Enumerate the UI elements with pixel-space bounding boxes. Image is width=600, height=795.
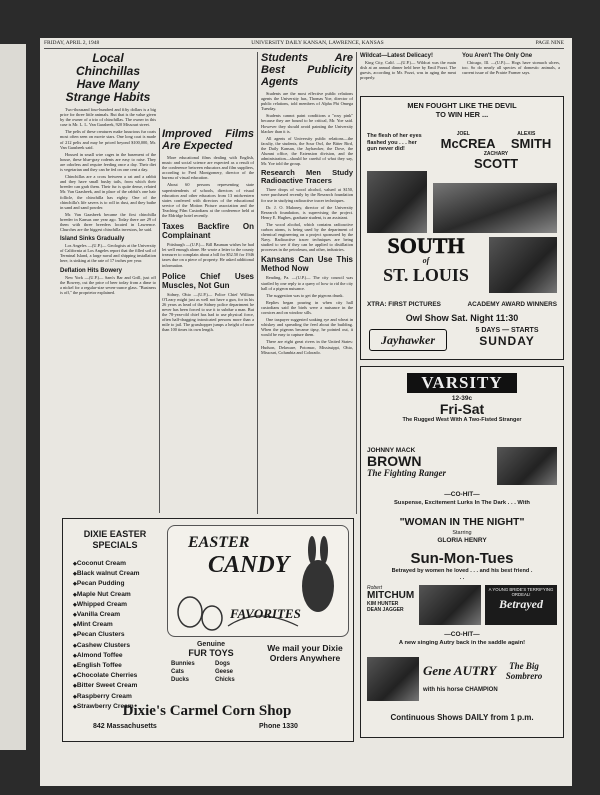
- shop-phone: Phone 1330: [259, 723, 298, 730]
- autry-line: A new singing Autry back in the saddle again!: [398, 640, 526, 646]
- article-paragraph: Students are the most effective public relations agents the University has, Thomas Yoe, director of public relations, told members of Alpha Phi Omega Tuesday.: [261, 91, 353, 112]
- students-headline: Students Are Best Publicity Agents: [261, 52, 353, 88]
- mitchum-photo: [419, 585, 481, 625]
- list-item: ◆ Coconut Cream: [73, 559, 140, 569]
- ad-tease: The flesh of her eyes flashed you . . . her gun never did!: [367, 133, 422, 152]
- list-item: ◆ Strawberry Cream: [73, 702, 140, 712]
- students-article: [261, 52, 353, 514]
- fri-sat: Fri-Sat: [439, 401, 485, 417]
- granada-theater-ad: [360, 96, 564, 360]
- article-paragraph: The pelts of these creatures make luxurious fur coats most often seen on movie stars. One long coat is made of 212 pelts and may be priced beyond $100,000, Mr. Van Gaasbeek said.: [60, 129, 156, 150]
- header-page: PAGE NINE: [535, 40, 564, 46]
- star-last: SCOTT: [473, 156, 519, 171]
- varsity-theater-ad: [360, 366, 564, 738]
- column-rule: [159, 128, 160, 513]
- favorites-word: FAVORITES: [230, 606, 301, 621]
- article-paragraph: Students cannot paint conditions a "rosy pink" because they are bound to be critical, Mr. Yoe said. However they should avoid painting the University blacker than it is.: [261, 113, 353, 134]
- woman-in-the-night: "WOMAN IN THE NIGHT": [399, 516, 525, 528]
- fighting-ranger-billing: [367, 447, 557, 487]
- list-item: ◆ English Toffee: [73, 661, 140, 671]
- article-paragraph: There are eight great rivers in the United States: Hudson, Delaware, Potomac, Mississippi, Ohio, Missouri, Columbia and Colorado.: [261, 339, 353, 355]
- list-item: Chicks: [215, 677, 235, 683]
- star-first: ZACHARY: [483, 151, 509, 157]
- co-hit: —CO-HIT—: [444, 491, 480, 498]
- price: 12-39c: [451, 395, 473, 402]
- police-headline: Police Chief Uses Muscles, Not Gun: [162, 271, 254, 290]
- adjacent-page-edge: [0, 44, 26, 750]
- sun-mon-tues: Sun-Mon-Tues: [410, 550, 514, 567]
- article-paragraph: More educational films dealing with English, music and social science are expected as a result of the conference between educators and film suppliers, according to Fred Montgomery, director of the bureau of visual education.: [162, 155, 254, 181]
- ulcers-headline: You Aren't The Only One: [462, 53, 533, 59]
- betrayed-panel: [485, 585, 557, 625]
- toys-head2: FUR TOYS: [188, 648, 234, 658]
- article-paragraph: Pittsburgh —(U.P.)— Bill Bauman wishes he had let well enough alone. He wrote a letter to the county treasurer to complain about a bill for $52.50 for 1946 taxes due on a piece of property. He asked additional information.: [162, 242, 254, 268]
- film-still: [433, 183, 557, 233]
- tagline-line: TO WIN HER ...: [435, 110, 489, 119]
- chinchilla-article: [60, 52, 156, 512]
- article-paragraph: Los Angeles —(U.P.)— Geologists at the University of California at Los Angeles report that the filled soil of Terminal Island, a large naval and shipping installation here, is sinking at the rate of 17 inches per year.: [60, 243, 156, 264]
- candy-word: CANDY: [208, 552, 290, 578]
- films-article: [162, 128, 254, 513]
- dixie-title: DIXIE EASTER SPECIALS: [83, 529, 147, 550]
- wildcat-article: [360, 52, 456, 92]
- films-headline: Improved Films Are Expected: [162, 128, 254, 152]
- list-item: ◆ Maple Nut Cream: [73, 590, 140, 600]
- title-word: SOUTH: [387, 233, 465, 258]
- article-paragraph: The wood alcohol, which contains radioactive carbon atoms, is being used by the department of chemical engineering on a project sponsored by the Navy. Radioactive tracer techniques are being studied to see if they can be applied to distillation processes in the petroleum, and other, industries.: [261, 221, 353, 253]
- varsity-logo: VARSITY: [407, 373, 517, 393]
- article-paragraph: King City, Calif. —(U.P.)— Wildcat was the main dish at an annual dinner held here by Emil Pozzi. The guests, according to Mr. Pozzi, was in aging the meat properly.: [360, 60, 456, 81]
- column-rule: [257, 52, 258, 514]
- article-paragraph: Sidney, Ohio —(U.P.)— Police Chief William O'Leary might just as well not have a gun, for in his 26 years as head of the Sidney police department he never has been forced to use it to subdue a man. But the 78-year-old chief has had to use physical force, often half-dragging intoxicated persons more than a mile to jail. The grasshopper jumps a height of more than 100 times its own length.: [162, 291, 254, 333]
- ad-tagline: [361, 101, 563, 119]
- shop-name: Dixie's Carmel Corn Shop: [122, 703, 292, 719]
- film-title: The Big Sombrero: [505, 661, 543, 681]
- gene-autry: Gene AUTRY: [423, 663, 497, 678]
- tracers-headline: Research Men Study Radioactive Tracers: [261, 168, 353, 186]
- toys-head: Genuine: [196, 641, 225, 648]
- column-rule: [356, 52, 357, 514]
- star-first: JOEL: [456, 131, 470, 137]
- fur-toys-block: [163, 641, 259, 684]
- island-headline: Island Sinks Gradually: [60, 236, 125, 243]
- article-paragraph: Replies began pouring in when city hall custodians said the birds were a nuisance in the cornices and on window sills.: [261, 299, 353, 315]
- list-item: ◆ Bitter Sweet Cream: [73, 681, 140, 691]
- kansans-headline: Kansans Can Use This Method Now: [261, 255, 353, 274]
- star-billing: [433, 131, 559, 171]
- tagline-line: MEN FOUGHT LIKE THE DEVIL: [407, 101, 517, 110]
- film-title: The Fighting Ranger: [367, 468, 447, 478]
- title-word: ST. LOUIS: [383, 265, 469, 285]
- starts-sunday: [457, 327, 557, 348]
- article-paragraph: Reading, Pa. —(U.P.)— The city council was startled by one reply to a query of how to rid the city hall of a pigeon nuisance.: [261, 275, 353, 291]
- article-paragraph: All agents of University public relations—the faculty, the students, the Sour Owl, the Bitter Bird, the Daily Kansan, the Jayhawker, the Dove, the Alumni office, the Extension division, and the administration—should be careful of what they say, Mr. Yoe told the group.: [261, 135, 353, 167]
- list-item: ◆ Cashew Clusters: [73, 641, 140, 651]
- starring-label: Starring: [452, 530, 472, 536]
- article-paragraph: Three drops of wood alcohol, valued at $150, were purchased recently by the Research foundation for use in studying radioactive tracer techniques.: [261, 187, 353, 203]
- star-last: McCREA: [440, 136, 496, 151]
- article-paragraph: Two-thousand four-hundred and fifty dollars is a big price for three little animals. But that is the value given by the owner of a trio of chinchillas. The owner in this case is Mr. L. L. Van Gaasbeek, 920 Missouri street.: [60, 107, 156, 128]
- mail-orders: We mail your Dixie Orders Anywhere: [267, 643, 343, 663]
- list-item: Dogs: [215, 661, 230, 667]
- easter-candy-illustration: [167, 525, 349, 637]
- film-title-south-of-st-louis: [367, 235, 485, 295]
- extra-line: [367, 301, 557, 308]
- list-item: ◆ Vanilla Cream: [73, 610, 140, 620]
- star-first: ALEXIS: [517, 131, 536, 137]
- bride-tagline: A YOUNG BRIDE'S TERRIFYING ORDEAL!: [488, 587, 554, 597]
- article-paragraph: Mr. Van Gaasbeek became the first chinchilla breeder in Kansas one year ago. Today there are 29 of them with three breeders located in Lawrence. Churches are the biggest chinchilla investors, he said.: [60, 211, 156, 233]
- list-item: Cats: [171, 669, 185, 675]
- toys-list: [163, 660, 259, 684]
- list-item: ◆ Mint Cream: [73, 620, 140, 630]
- header-paper: UNIVERSITY DAILY KANSAN, LAWRENCE, KANSAS: [251, 40, 384, 46]
- star-last: SMITH: [510, 136, 552, 151]
- article-paragraph: Housed in small wire cages in the basement of the house, these blue-gray rodents are easy to raise. They are odorless and require feeding once a day. Their diet is vegetarian and they can be fed on one cent a day.: [60, 151, 156, 173]
- article-paragraph: Chicago, Ill. —(U.P.)— Hogs have stomach ulcers, too. So do nearly all species of domestic animals, a current issue of the Prairie Farmer says.: [462, 60, 560, 76]
- article-paragraph: About 60 persons representing state superintendents of schools, directors of visual education and other educators from 13 midwestern states conferred with directors of the educational service of the Motion Picture association and the Teaching Film Custodians at the conference held at the Eldridge hotel recently.: [162, 182, 254, 219]
- article-paragraph: The suggestion was to get the pigeons drunk.: [266, 292, 344, 298]
- chinchilla-headline: Local Chinchillas Have Many Strange Habits: [65, 52, 151, 104]
- academy-label: ACADEMY AWARD WINNERS: [467, 301, 557, 308]
- betrayed-billing: [367, 585, 557, 627]
- list-item: ◆ Pecan Pudding: [73, 579, 140, 589]
- taxes-headline: Taxes Backfire On Complainant: [162, 222, 254, 241]
- article-paragraph: Dr. J. O. Maloney, director of the University Research foundation, is supervising the project. Henry E. Hughes, graduate student, is an assistant.: [261, 204, 353, 220]
- actress-photo: [367, 171, 427, 233]
- rugged-west: The Rugged West With A Two-Fisted Stranger: [402, 417, 522, 423]
- star-first: Robert: [367, 585, 383, 591]
- easter-word: EASTER: [188, 534, 250, 551]
- betrayed-line: Betrayed by women he loved . . . and his best friend . . .: [391, 568, 533, 581]
- days-label: 5 DAYS — STARTS: [475, 327, 539, 334]
- list-item: ◆ Raspberry Cream: [73, 692, 140, 702]
- list-item: Bunnies: [171, 661, 195, 667]
- article-paragraph: New York —(U.P.)— Sam's Bar and Grill, just off the Bowery, cut the price of beer today from a dime to a nickel for a regular-size seven-ounce glass. "Business is off," the proprietor explained.: [60, 274, 156, 295]
- co-hit: —CO-HIT—: [444, 631, 480, 638]
- page-header: [44, 40, 564, 49]
- autry-photo: [367, 657, 419, 701]
- gloria-henry: GLORIA HENRY: [437, 537, 487, 544]
- ulcers-article: [462, 52, 560, 92]
- betrayed-title: Betrayed: [499, 597, 543, 611]
- article-paragraph: Chinchillas are a cross between a rat and a rabbit and they have small bushy tails, from which their breeder can grab them. Their fur is quite dense, related Mr. Van Gaasbeek, and in place of the rabbit's one hair follicle, the chinchilla has eighty. One of the chinchilla's life savers is to roll in dust, and they bathe in sand and sand powder.: [60, 174, 156, 210]
- title-word: of: [422, 256, 430, 265]
- list-item: ◆ Almond Toffee: [73, 651, 140, 661]
- cowboy-photo: [497, 447, 557, 485]
- star-last: BROWN: [367, 453, 422, 469]
- extra-label: XTRA: FIRST PICTURES: [367, 301, 441, 308]
- list-item: ◆ Black walnut Cream: [73, 569, 140, 579]
- champion-line: with his horse CHAMPION: [423, 687, 498, 693]
- star-first: JOHNNY MACK: [367, 447, 416, 454]
- wildcat-headline: Wildcat—Latest Delicacy!: [360, 53, 433, 59]
- cast-name: DEAN JAGGER: [367, 607, 404, 613]
- dixie-candy-list: [73, 559, 140, 712]
- list-item: ◆ Whipped Cream: [73, 600, 140, 610]
- suspense-line: Suspense, Excitement Lurks In The Dark . . . With: [394, 500, 530, 506]
- cast-photo: [489, 237, 557, 293]
- jayhawker-logo: Jayhawker: [369, 329, 447, 351]
- sunday-label: SUNDAY: [479, 334, 535, 348]
- list-item: Geese: [215, 669, 234, 675]
- article-paragraph: One taxpayer suggested soaking rye and wheat in whiskey and spreading the feed about the building. When the pigeons became tipsy, he pointed out, it would be easy to capture them.: [261, 317, 353, 338]
- list-item: Ducks: [171, 677, 190, 683]
- cast-name: KIM HUNTER: [367, 601, 399, 607]
- list-item: ◆ Pecan Clusters: [73, 630, 140, 640]
- big-sombrero-billing: [367, 657, 557, 703]
- dixie-candy-ad: [62, 518, 354, 742]
- header-date: FRIDAY, APRIL 2, 1948: [44, 40, 100, 46]
- continuous-shows: Continuous Shows DAILY from 1 p.m.: [390, 713, 534, 722]
- shop-address: 842 Massachusetts: [93, 723, 157, 730]
- list-item: ◆ Chocolate Cherries: [73, 671, 140, 681]
- owl-show: Owl Show Sat. Night 11:30: [405, 313, 519, 323]
- star-last: MITCHUM: [367, 590, 415, 601]
- bowery-headline: Deflation Hits Bowery: [60, 267, 123, 274]
